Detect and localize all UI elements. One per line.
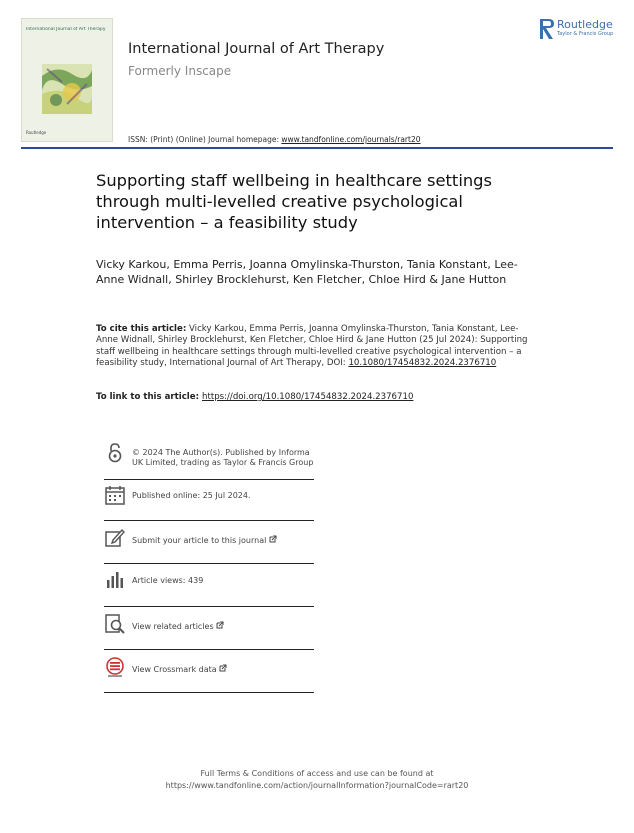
submit-article-link[interactable] xyxy=(132,535,317,546)
publisher-name: Routledge xyxy=(557,18,613,31)
info-divider xyxy=(104,649,314,650)
article-link-line xyxy=(96,392,536,402)
info-divider xyxy=(104,563,314,564)
journal-homepage-link[interactable]: www.tandfonline.com/journals/rart20 xyxy=(281,135,421,144)
doi-link[interactable]: 10.1080/17454832.2024.2376710 xyxy=(348,358,497,369)
article-title: Supporting staff wellbeing in healthcare settings through multi-levelled creative psychological intervention – a feasibility study xyxy=(96,171,492,232)
journal-cover-thumbnail[interactable] xyxy=(21,18,113,142)
crossmark-label: View Crossmark data xyxy=(132,665,217,674)
info-divider xyxy=(104,520,314,521)
journal-subtitle: Formerly Inscape xyxy=(128,64,232,78)
crossmark-link[interactable] xyxy=(132,664,317,675)
submit-article-label: Submit your article to this journal xyxy=(132,536,267,545)
external-link-icon xyxy=(269,535,277,543)
footer-url[interactable]: https://www.tandfonline.com/action/journalInformation?journalCode=rart20 xyxy=(165,781,469,790)
link-label: To link to this article: xyxy=(96,392,203,402)
cite-label: To cite this article: xyxy=(96,324,187,334)
issn-prefix: ISSN: (Print) (Online) Journal homepage: xyxy=(128,135,282,144)
publisher-tagline: Taylor & Francis Group xyxy=(557,31,614,37)
footer-terms: Full Terms & Conditions of access and use can be found at xyxy=(200,769,434,778)
external-link-icon xyxy=(216,621,224,629)
article-views: Article views: 439 xyxy=(132,576,204,585)
edit-icon xyxy=(104,527,126,549)
bar-chart-icon xyxy=(104,568,126,590)
cover-artwork xyxy=(42,64,92,114)
published-date: Published online: 25 Jul 2024. xyxy=(132,491,251,500)
open-access-icon xyxy=(104,442,126,464)
info-divider xyxy=(104,606,314,607)
article-authors: Vicky Karkou, Emma Perris, Joanna Omylinska-Thurston, Tania Konstant, Lee-Anne Widnall, Shirley Brocklehurst, Ken Fletcher, Chloe Hird & Jane Hutton xyxy=(96,258,518,286)
external-link-icon xyxy=(219,664,227,672)
cite-text: Vicky Karkou, Emma Perris, Joanna Omylinska-Thurston, Tania Konstant, Lee-Anne Widnall, Shirley Brocklehurst, Ken Fletcher, Chloe Hird & Jane Hutton (25 Jul 2024): Supporting staff wellbeing in healthcare settings through multi-levelled creative psychological intervention – a feasibility study, International Journal of Art Therapy, DOI: xyxy=(96,324,528,369)
cover-publisher-logo: Routledge xyxy=(26,130,47,135)
citation-block xyxy=(96,324,536,370)
calendar-icon xyxy=(104,484,126,506)
info-divider xyxy=(104,479,314,480)
header-rule xyxy=(21,147,613,149)
cover-title: International Journal of Art Therapy xyxy=(26,27,106,32)
crossmark-icon xyxy=(104,656,126,678)
article-url-link[interactable]: https://doi.org/10.1080/17454832.2024.2376710 xyxy=(202,392,414,402)
journal-title: International Journal of Art Therapy xyxy=(128,41,385,57)
search-icon xyxy=(104,613,126,635)
related-articles-link[interactable] xyxy=(132,621,317,632)
info-divider xyxy=(104,692,314,693)
issn-line xyxy=(128,135,421,144)
license-text: © 2024 The Author(s). Published by Informa UK Limited, trading as Taylor & Francis Group xyxy=(132,448,314,467)
related-articles-label: View related articles xyxy=(132,622,214,631)
